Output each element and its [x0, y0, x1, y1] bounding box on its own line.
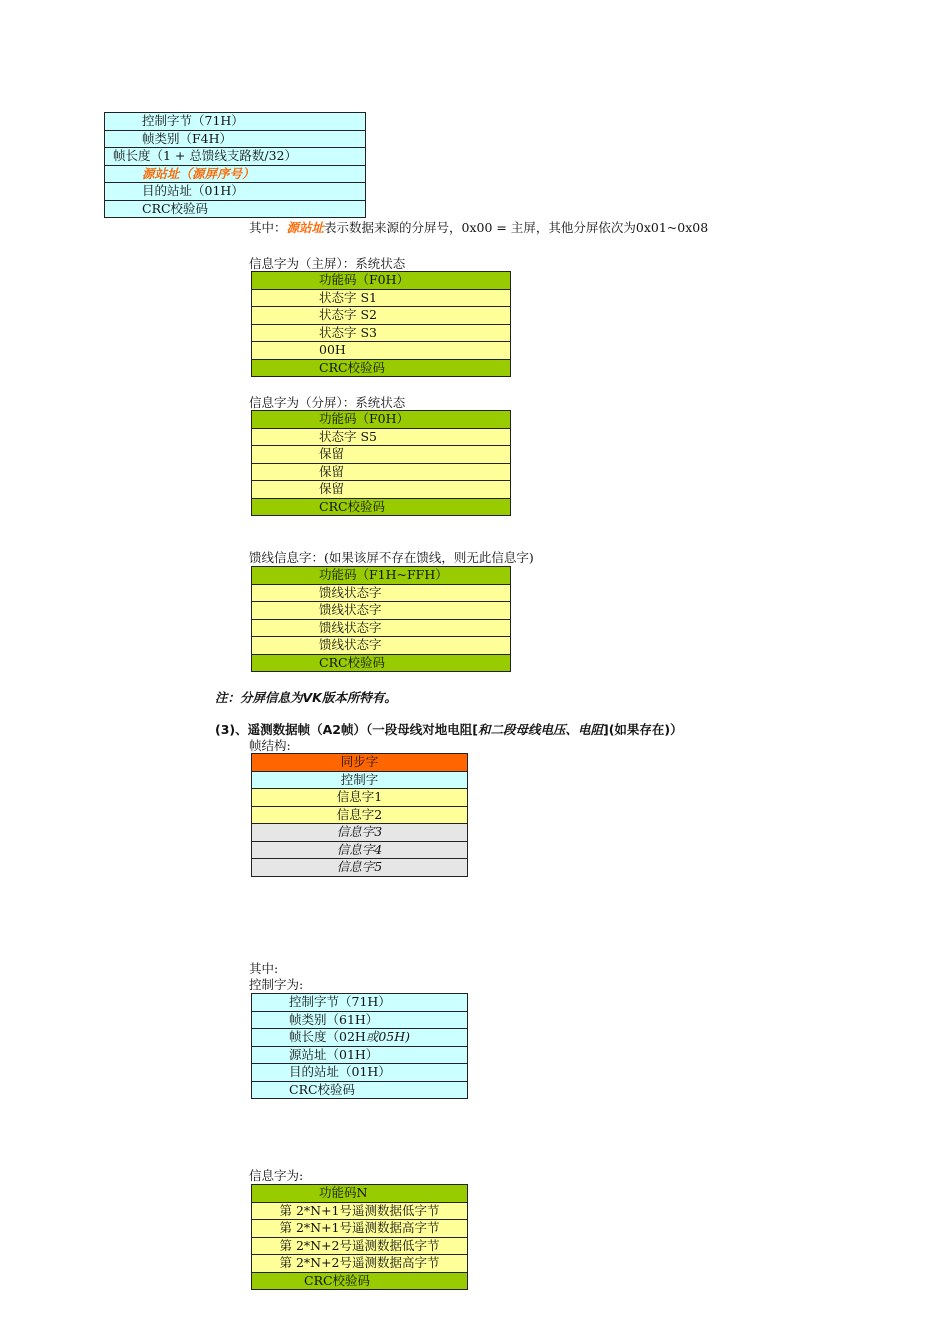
- table-row: 保留: [252, 463, 511, 481]
- table-row: 功能码（F1H~FFH）: [252, 567, 511, 585]
- table-row: 信息字4: [252, 841, 468, 859]
- table-row: 第 2*N+1号遥测数据高字节: [252, 1220, 468, 1238]
- table-row: 帧类别（61H）: [252, 1011, 468, 1029]
- table-row: 源站址（01H）: [252, 1046, 468, 1064]
- table-feeder: [251, 566, 511, 672]
- table-row: [105, 165, 366, 183]
- table-row: 功能码N: [252, 1185, 468, 1203]
- table-row: CRC校验码: [252, 654, 511, 672]
- frame-length-or: 或: [365, 1029, 379, 1045]
- table-row: 信息字5: [252, 859, 468, 877]
- section-3-part2: 和二段母线电压、电阻: [477, 722, 603, 737]
- frame-length-suffix: 05H): [378, 1029, 411, 1045]
- section-3-heading: [215, 722, 683, 738]
- table-row: 保留: [252, 446, 511, 464]
- table-telemetry: [251, 1184, 468, 1290]
- table-row: 目的站址（01H）: [252, 1064, 468, 1082]
- control-caption-1: 其中:: [249, 961, 279, 976]
- table-row: 状态字 S2: [252, 307, 511, 325]
- table-row: CRC校验码: [252, 1272, 468, 1290]
- table-frame-structure: [251, 753, 468, 877]
- table-row: 信息字1: [252, 789, 468, 807]
- table-row: 状态字 S1: [252, 289, 511, 307]
- table-row: CRC校验码: [252, 498, 511, 516]
- control-caption-2: 控制字为:: [249, 977, 304, 992]
- table-f4-control: [104, 112, 366, 218]
- table-row: 馈线状态字: [252, 584, 511, 602]
- frame-length-prefix: 帧长度（02H: [289, 1029, 366, 1045]
- table-row: 目的站址（01H）: [105, 183, 366, 201]
- table-row: 馈线状态字: [252, 619, 511, 637]
- section-3-part3: ](如果存在)）: [602, 722, 683, 737]
- table-row: CRC校验码: [105, 200, 366, 218]
- table-row: 信息字2: [252, 806, 468, 824]
- note-highlight: 源站址: [286, 220, 325, 235]
- sub-screen-caption: 信息字为（分屏）：系统状态: [249, 395, 406, 410]
- table-row: 同步字: [252, 754, 468, 772]
- table-row: CRC校验码: [252, 359, 511, 377]
- telemetry-caption: 信息字为:: [249, 1168, 304, 1183]
- main-screen-caption: 信息字为（主屏）：系统状态: [249, 256, 406, 271]
- table-row: 第 2*N+2号遥测数据高字节: [252, 1255, 468, 1273]
- table-row: 控制字节（71H）: [252, 994, 468, 1012]
- table-sub-screen: [251, 410, 511, 516]
- source-address-highlight: 源站址（源屏序号）: [142, 165, 255, 181]
- table-row: CRC校验码: [252, 1081, 468, 1099]
- section-3-part1: (3)、遥测数据帧（A2帧）（一段母线对地电阻[: [215, 722, 478, 737]
- table-row: 状态字 S3: [252, 324, 511, 342]
- table-row: 帧长度（1 + 总馈线支路数/32）: [105, 148, 366, 166]
- table-control-word: [251, 993, 468, 1099]
- note-rest: 表示数据来源的分屏号，0x00 = 主屏，其他分屏依次为0x01~0x08: [324, 220, 709, 235]
- feeder-caption: 馈线信息字：(如果该屏不存在馈线，则无此信息字): [249, 550, 534, 565]
- source-address-note: [249, 220, 708, 236]
- table-row: 保留: [252, 481, 511, 499]
- table-row: 帧类别（F4H）: [105, 130, 366, 148]
- table-row: 控制字节（71H）: [105, 113, 366, 131]
- table-row: 功能码（F0H）: [252, 411, 511, 429]
- table-row: 馈线状态字: [252, 602, 511, 620]
- table-row: 信息字3: [252, 824, 468, 842]
- table-main-screen: [251, 271, 511, 377]
- frame-caption: 帧结构:: [249, 738, 291, 753]
- table-row: 00H: [252, 342, 511, 360]
- table-row: 第 2*N+2号遥测数据低字节: [252, 1237, 468, 1255]
- table-row: 控制字: [252, 771, 468, 789]
- vk-version-note: 注：分屏信息为VK版本所特有。: [215, 690, 397, 705]
- table-row: 状态字 S5: [252, 428, 511, 446]
- table-row: 馈线状态字: [252, 637, 511, 655]
- table-row: 功能码（F0H）: [252, 272, 511, 290]
- note-prefix: 其中：: [249, 220, 287, 235]
- table-row: [252, 1029, 468, 1047]
- table-row: 第 2*N+1号遥测数据低字节: [252, 1202, 468, 1220]
